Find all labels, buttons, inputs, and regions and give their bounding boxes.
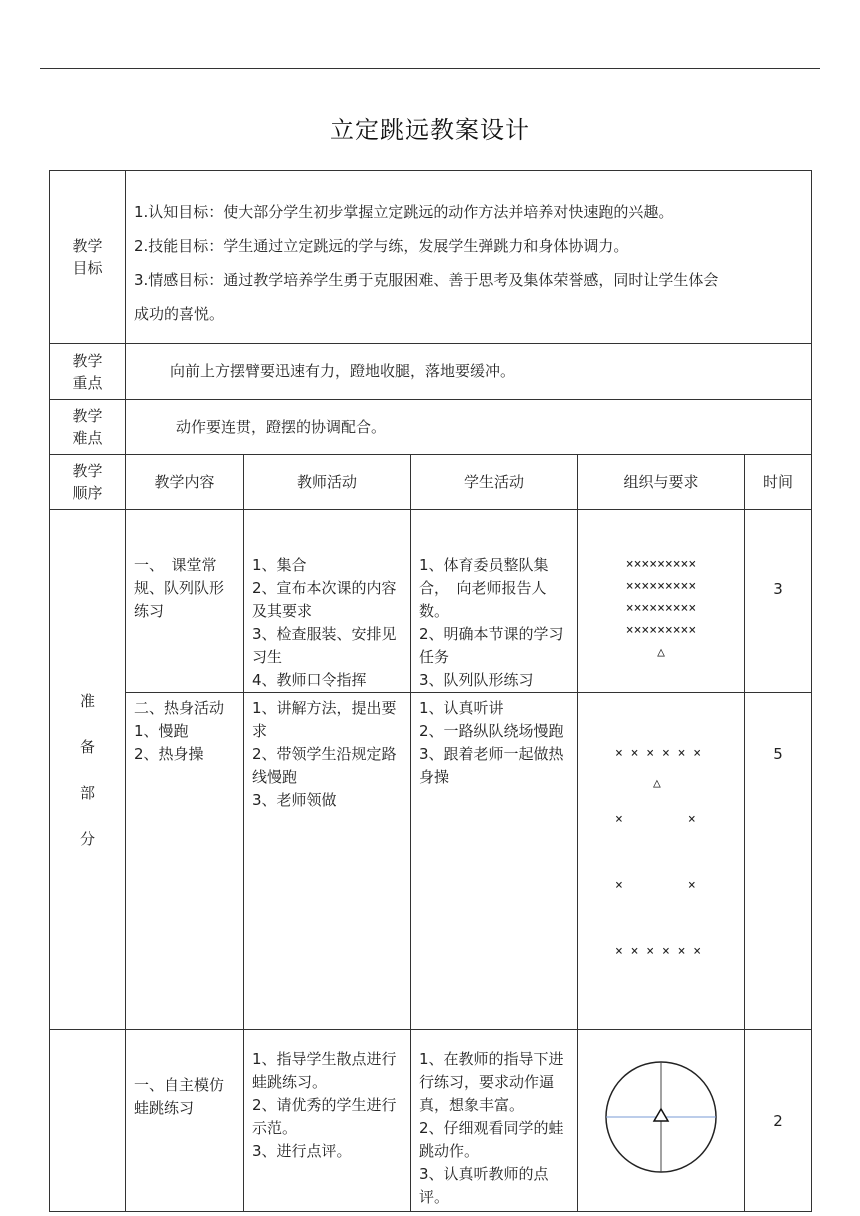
goal-item: 1.认知目标：使大部分学生初步掌握立定跳远的动作方法并培养对快速跑的兴趣。 xyxy=(134,203,674,221)
goals-label: 教学 目标 xyxy=(50,171,126,344)
row1-time: 3 xyxy=(745,510,812,693)
circle-field-diagram xyxy=(601,1057,721,1177)
key-point-text: 向前上方摆臂要迅速有力，蹬地收腿，落地要缓冲。 xyxy=(126,344,812,400)
row2-content: 二、热身活动 1、慢跑 2、热身操 xyxy=(126,693,244,1030)
key-point-row xyxy=(50,344,812,400)
row1-student: 1、体育委员整队集合， 向老师报告人数。 2、明确本节课的学习任务 3、队列队形练习 xyxy=(411,510,578,693)
row2-formation: × × × × × × × × × × × × × × × × △ xyxy=(578,693,745,1030)
teacher-triangle-icon: △ xyxy=(657,645,665,660)
student-header: 学生活动 xyxy=(411,455,578,510)
row1-content: 一、 课堂常规、队列队形练习 xyxy=(126,510,244,693)
goals-content xyxy=(126,171,812,344)
row1-formation: ××××××××× ××××××××× ××××××××× ××××××××× △ xyxy=(578,510,745,693)
goal-item: 3.情感目标：通过教学培养学生勇于克服困难、善于思考及集体荣誉感，同时让学生体会 xyxy=(134,271,719,289)
goal-item: 成功的喜悦。 xyxy=(134,305,225,323)
table-row xyxy=(50,510,812,693)
row3-teacher: 1、指导学生散点进行蛙跳练习。 2、请优秀的学生进行示范。 3、进行点评。 xyxy=(244,1030,411,1212)
row2-student: 1、认真听讲 2、一路纵队绕场慢跑 3、跟着老师一起做热身操 xyxy=(411,693,578,1030)
table-row xyxy=(50,1030,812,1212)
header-rule xyxy=(40,68,820,69)
row2-teacher: 1、讲解方法，提出要求 2、带领学生沿规定路线慢跑 3、老师领做 xyxy=(244,693,411,1030)
page-title: 立定跳远教案设计 xyxy=(330,116,530,144)
time-header: 时间 xyxy=(745,455,812,510)
goals-row xyxy=(50,171,812,344)
row3-formation xyxy=(578,1030,745,1212)
header-row xyxy=(50,455,812,510)
teacher-triangle-icon xyxy=(654,1109,668,1121)
content-header: 教学内容 xyxy=(126,455,244,510)
row3-time: 2 xyxy=(745,1030,812,1212)
difficulty-label: 教学 难点 xyxy=(50,400,126,455)
teacher-triangle-icon: △ xyxy=(653,776,661,791)
table-row xyxy=(50,693,812,1030)
prep-section-label: 准 备 部 分 xyxy=(50,510,126,1030)
row3-student: 1、在教师的指导下进行练习，要求动作逼真，想象丰富。 2、仔细观看同学的蛙跳动作。 3、认真听教师的点评。 xyxy=(411,1030,578,1212)
org-header: 组织与要求 xyxy=(578,455,745,510)
key-point-label: 教学 重点 xyxy=(50,344,126,400)
teacher-header: 教师活动 xyxy=(244,455,411,510)
lesson-plan-table xyxy=(49,170,812,1212)
difficulty-row xyxy=(50,400,812,455)
difficulty-text: 动作要连贯，蹬摆的协调配合。 xyxy=(126,400,812,455)
row2-time: 5 xyxy=(745,693,812,1030)
empty-section-cell xyxy=(50,1030,126,1212)
row3-content: 一、自主模仿蛙跳练习 xyxy=(126,1030,244,1212)
order-header: 教学 顺序 xyxy=(50,455,126,510)
row1-teacher: 1、集合 2、宣布本次课的内容及其要求 3、检查服装、安排见习生 4、教师口令指挥 xyxy=(244,510,411,693)
goal-item: 2.技能目标：学生通过立定跳远的学与练，发展学生弹跳力和身体协调力。 xyxy=(134,237,629,255)
